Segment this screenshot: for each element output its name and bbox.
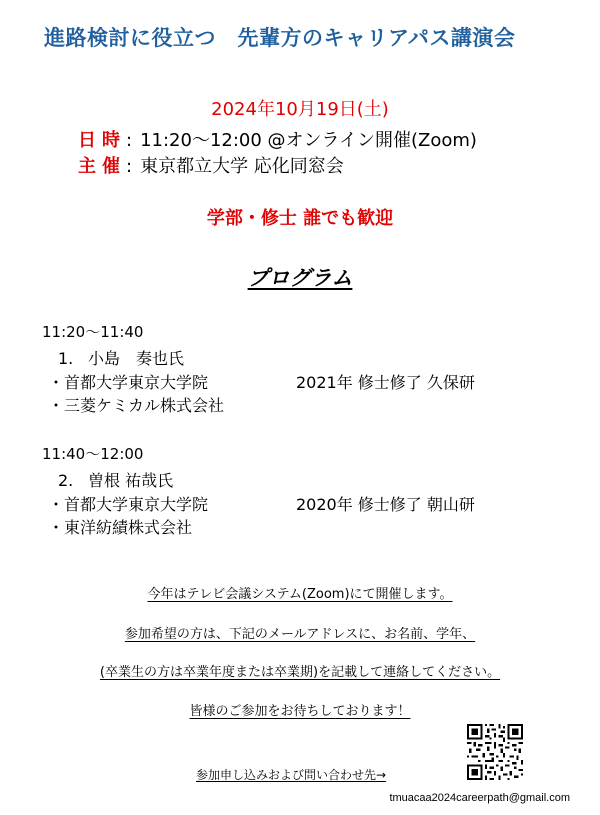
- schedule-value: 11:20～12:00 @オンライン開催(Zoom): [140, 130, 477, 151]
- talk-2-speaker-row: [58, 468, 173, 491]
- talk-2-affiliation-1: [48, 492, 568, 515]
- welcome-text: 学部・修士 誰でも歓迎: [206, 208, 394, 229]
- page-title: 進路検討に役立つ 先輩方のキャリアパス講演会: [44, 26, 516, 50]
- talk-2-school-detail: 2020年 修士修了 朝山研: [296, 495, 475, 514]
- notice-zoom: 今年はテレビ会議システム(Zoom)にて開催します。: [147, 587, 453, 602]
- notice-graduates: (卒業生の方は卒業年度または卒業期)を記載して連絡してください。: [99, 665, 501, 680]
- talk-2-company: ・東洋紡績株式会社: [48, 518, 193, 537]
- talk-1-speaker-row: [58, 346, 184, 369]
- talk-2-affiliation-2: [48, 515, 192, 538]
- qr-code-icon[interactable]: [467, 724, 523, 780]
- talk-2-speaker: 曽根 祐哉氏: [88, 471, 174, 490]
- event-date: 2024年10月19日(土): [211, 99, 389, 120]
- contact-label: 参加申し込みおよび問い合わせ先→: [196, 768, 387, 782]
- talk-1-affiliation-2: [48, 393, 224, 416]
- talk-2-time: 11:40～12:00: [42, 445, 144, 463]
- talk-1-company: ・三菱ケミカル株式会社: [48, 396, 225, 415]
- talk-1-number: 1.: [58, 349, 74, 368]
- notice-closing: 皆様のご参加をお待ちしております！: [189, 704, 411, 719]
- talk-1-time: 11:20～11:40: [42, 323, 144, 341]
- schedule-colon: :: [126, 130, 133, 151]
- organizer-label: 主催: [78, 156, 126, 177]
- talk-1-school: ・首都大学東京大学院: [48, 373, 209, 392]
- organizer-row: [78, 152, 344, 178]
- talk-2-number: 2.: [58, 471, 74, 490]
- program-heading: プログラム: [247, 266, 353, 290]
- talk-1-speaker: 小島 奏也氏: [88, 349, 185, 368]
- talk-2-school: ・首都大学東京大学院: [48, 495, 209, 514]
- organizer-value: 東京都立大学 応化同窓会: [140, 156, 344, 177]
- talk-1-school-detail: 2021年 修士修了 久保研: [296, 373, 475, 392]
- schedule-label: 日時: [78, 130, 126, 151]
- talk-1-affiliation-1: [48, 370, 568, 393]
- notice-apply: 参加希望の方は、下記のメールアドレスに、お名前、学年、: [124, 627, 476, 642]
- organizer-colon: :: [126, 156, 133, 177]
- schedule-row: [78, 126, 477, 152]
- contact-email[interactable]: tmuacaa2024careerpath@gmail.com: [389, 792, 570, 804]
